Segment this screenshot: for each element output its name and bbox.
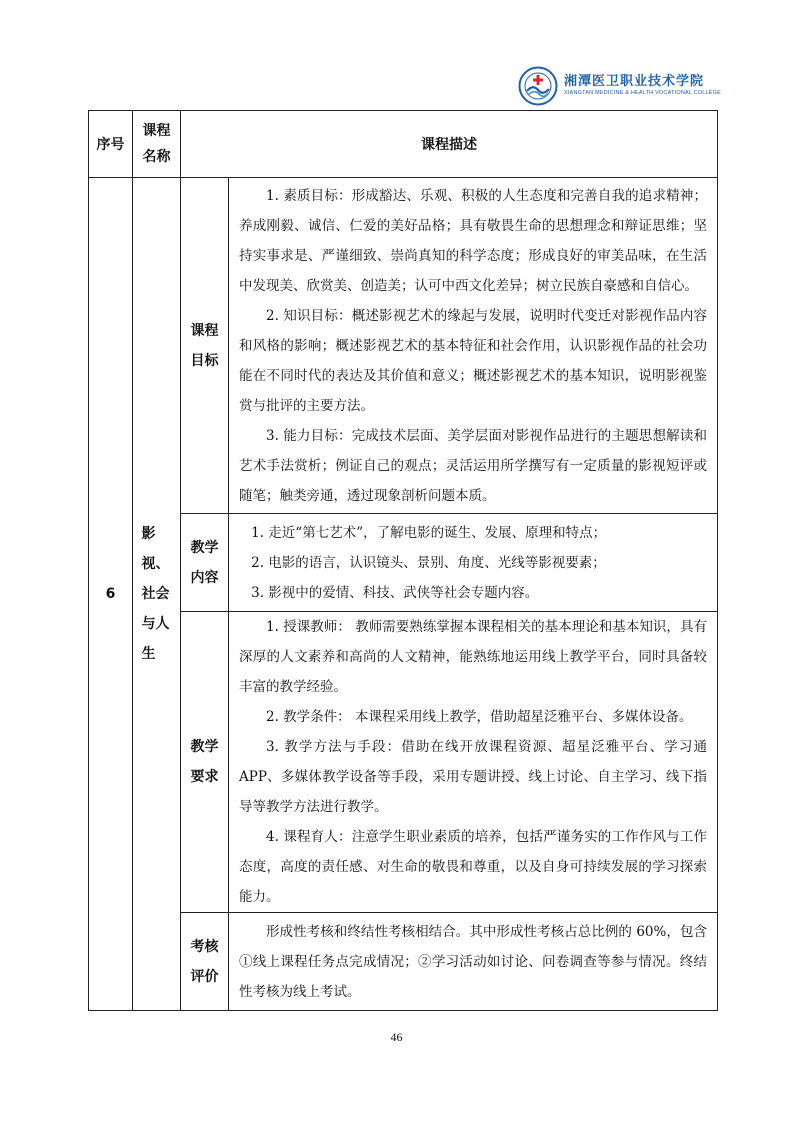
section-goals-content — [229, 178, 718, 514]
requirement-paragraph: 2. 教学条件： 本课程采用线上教学，借助超星泛雅平台、多媒体设备。 — [266, 709, 693, 725]
table-row — [89, 514, 718, 612]
course-table — [88, 110, 718, 1011]
header-name — [133, 111, 181, 178]
college-emblem-icon — [518, 66, 558, 106]
section-requirements-content — [229, 612, 718, 913]
page-number: 46 — [390, 1030, 403, 1044]
header-name-text: 课程名称 — [142, 123, 171, 165]
table-row — [89, 913, 718, 1011]
course-name-text: 影视、社会与人生 — [141, 526, 170, 662]
section-assessment-content — [229, 913, 718, 1011]
section-content-content — [229, 514, 718, 612]
college-logo — [518, 66, 722, 110]
section-label-goals — [181, 178, 229, 514]
content-paragraph: 2. 电影的语言，认识镜头、景别、角度、光线等影视要素； — [251, 554, 606, 571]
content-paragraph: 3. 影视中的爱情、科技、武侠等社会专题内容。 — [251, 584, 539, 601]
table-row — [89, 178, 718, 514]
header-no: 序号 — [89, 111, 133, 178]
section-label-content-text: 教学内容 — [190, 539, 219, 586]
course-name — [133, 178, 181, 1011]
section-label-goals-text: 课程目标 — [190, 322, 219, 369]
goal-paragraph: 3. 能力目标：完成技术层面、美学层面对影视作品进行的主题思想解读和艺术手法赏析；例证自己的观点；灵活运用所学撰写有一定质量的影视短评或随笔；触类旁通，透过现象剖析问题本质。 — [239, 427, 707, 504]
goal-paragraph: 2. 知识目标：概述影视艺术的缘起与发展，说明时代变迁对影视作品内容和风格的影响；概述影视艺术的基本特征和社会作用，认识影视作品的社会功能在不同时代的表达及其价值和意义；概述影视艺术的基本知识，说明影视鉴赏与批评的主要方法。 — [239, 307, 707, 414]
section-label-requirements — [181, 612, 229, 913]
requirement-paragraph: 3. 教学方法与手段：借助在线开放课程资源、超星泛雅平台、学习通 APP、多媒体教学设备等手段，采用专题讲授、线上讨论、自主学习、线下指导等教学方法进行教学。 — [239, 739, 707, 815]
requirement-paragraph: 4. 课程育人：注意学生职业素质的培养，包括严谨务实的工作作风与工作态度，高度的责任感、对生命的敬畏和尊重，以及自身可持续发展的学习探索能力。 — [239, 829, 707, 905]
college-name-en: XIANGTAN MEDICINE & HEALTH VOCATIONAL COLLEGE — [564, 90, 722, 96]
table-row — [89, 612, 718, 913]
header-description: 课程描述 — [181, 111, 718, 178]
requirement-paragraph: 1. 授课教师： 教师需要熟练掌握本课程相关的基本理论和基本知识，具有深厚的人文素养和高尚的人文精神，能熟练地运用线上教学平台，同时具备较丰富的教学经验。 — [239, 619, 707, 695]
assessment-paragraph: 形成性考核和终结性考核相结合。其中形成性考核占总比例的 60%，包含①线上课程任务点完成情况；②学习活动如讨论、问卷调查等参与情况。终结性考核为线上考试。 — [239, 923, 707, 1000]
section-label-content — [181, 514, 229, 612]
section-label-assessment-text: 考核评价 — [190, 938, 219, 985]
college-name: 湘潭医卫职业技术学院 — [564, 74, 705, 89]
section-label-assessment — [181, 913, 229, 1011]
course-no: 6 — [89, 178, 133, 1011]
content-paragraph: 1. 走近“第七艺术”，了解电影的诞生、发展、原理和特点； — [251, 524, 607, 541]
table-header-row — [89, 111, 718, 178]
goal-paragraph: 1. 素质目标：形成豁达、乐观、积极的人生态度和完善自我的追求精神；养成刚毅、诚信、仁爱的美好品格；具有敬畏生命的思想理念和辩证思维；坚持实事求是、严谨细致、崇尚真知的科学态度；形成良好的审美品味，在生活中发现美、欣赏美、创造美；认可中西文化差异；树立民族自豪感和自信心。 — [239, 187, 707, 294]
section-label-requirements-text: 教学要求 — [190, 739, 219, 785]
